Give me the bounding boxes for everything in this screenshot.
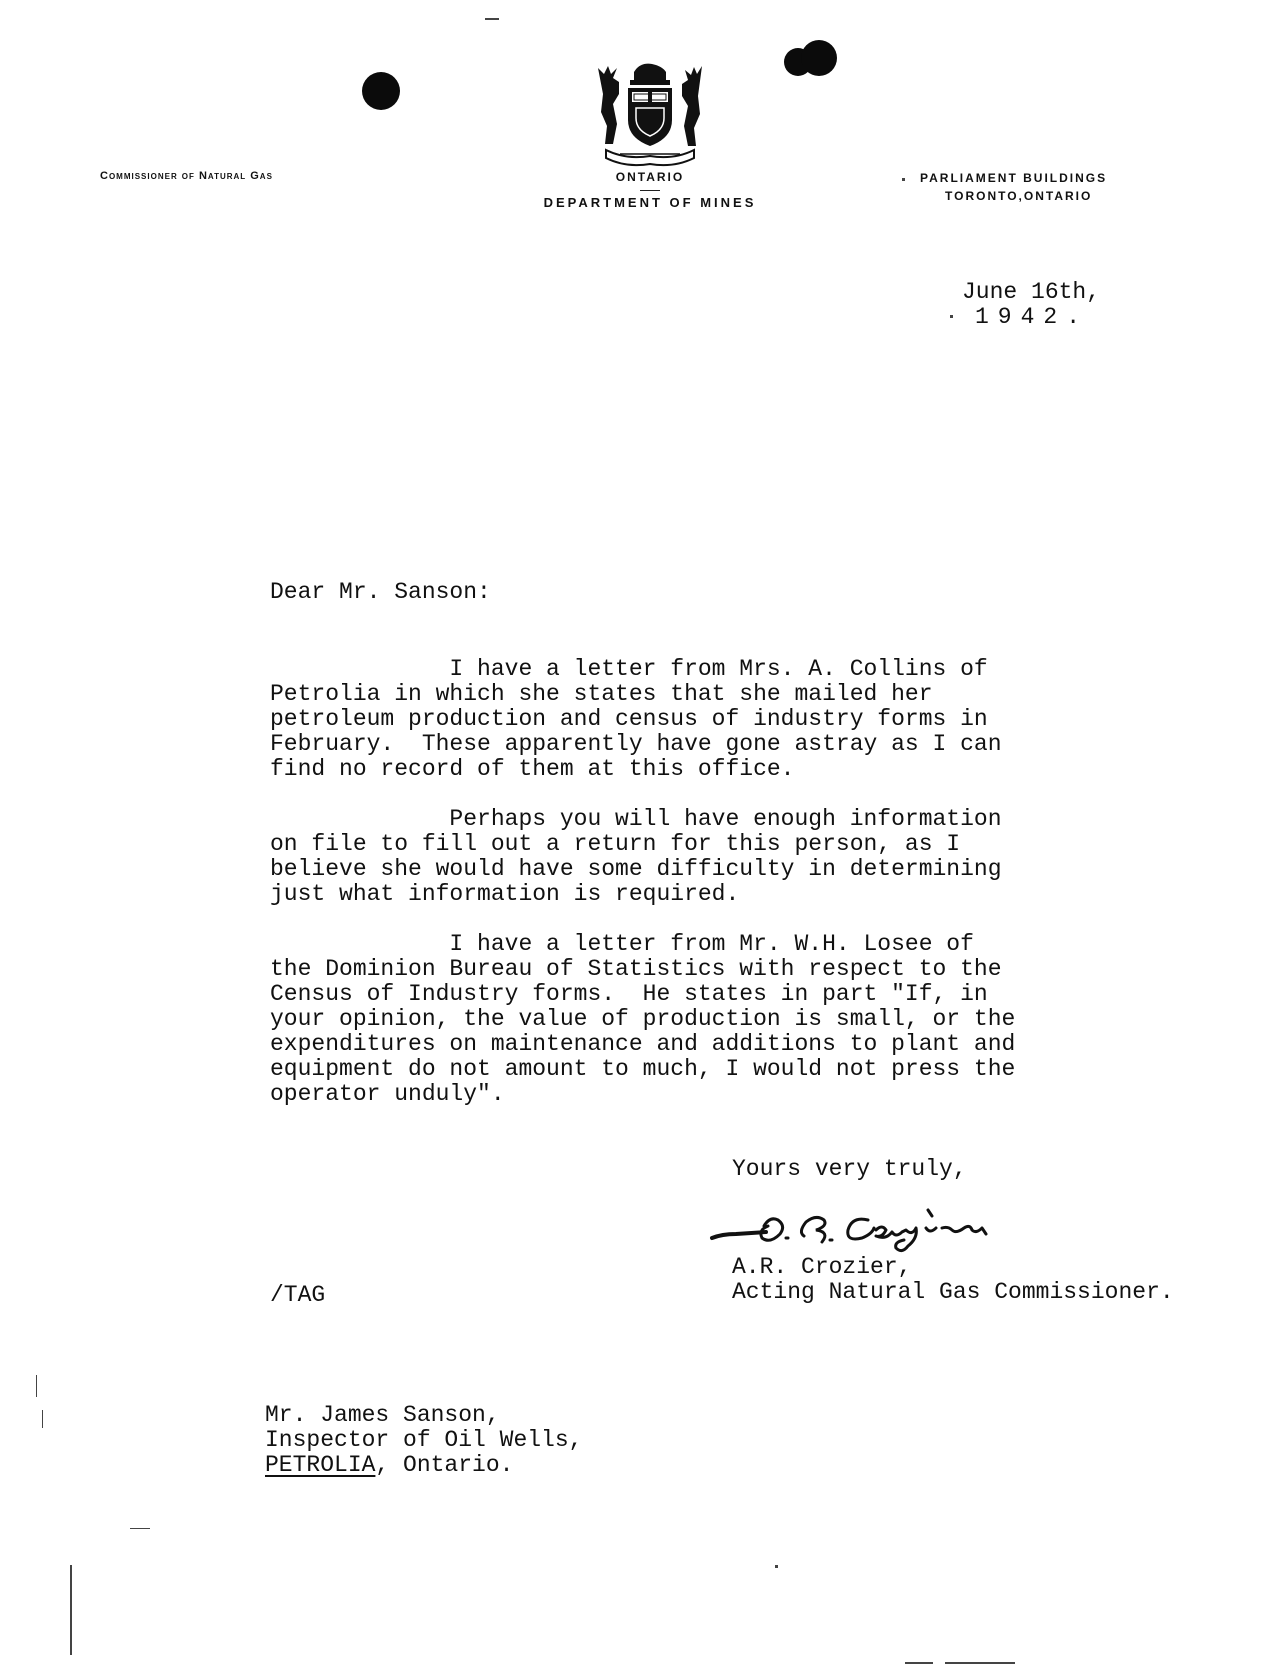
scan-mark	[42, 1410, 43, 1428]
body-line: February. These apparently have gone astray as I can	[270, 731, 1002, 757]
recipient-position: Inspector of Oil Wells,	[265, 1427, 583, 1453]
letterhead-department: DEPARTMENT OF MINES	[543, 195, 757, 210]
recipient-location	[265, 1453, 582, 1478]
letter-date-day: June 16th,	[962, 279, 1101, 305]
body-line: petroleum production and census of industry forms in	[270, 706, 988, 732]
letterhead-province: ONTARIO	[615, 170, 685, 184]
body-line: operator unduly".	[270, 1081, 505, 1107]
body-line: find no record of them at this office.	[270, 756, 795, 782]
signatory-name: A.R. Crozier,	[732, 1254, 912, 1280]
body-paragraph-1	[270, 657, 1002, 782]
punch-hole-right-b	[801, 40, 837, 76]
signatory-title: Acting Natural Gas Commissioner.	[732, 1279, 1174, 1305]
scan-mark	[130, 1528, 150, 1529]
recipient-city: PETROLIA	[265, 1452, 376, 1478]
body-line: Census of Industry forms. He states in part "If, in	[270, 981, 988, 1007]
body-line: expenditures on maintenance and additions to plant and	[270, 1031, 1016, 1057]
body-line: equipment do not amount to much, I would not press the	[270, 1056, 1016, 1082]
scan-mark	[70, 1565, 72, 1655]
recipient-name: Mr. James Sanson,	[265, 1402, 500, 1428]
body-line: the Dominion Bureau of Statistics with respect to the	[270, 956, 1002, 982]
letterhead-address-line2: TORONTO,ONTARIO	[945, 189, 1093, 203]
body-line: I have a letter from Mr. W.H. Losee of	[270, 931, 974, 957]
scan-mark	[485, 18, 499, 20]
scan-mark	[945, 1662, 1015, 1664]
recipient-address	[265, 1403, 582, 1478]
body-line: believe she would have some difficulty in determining	[270, 856, 1002, 882]
body-paragraph-2	[270, 807, 1002, 907]
typist-initials: /TAG	[270, 1282, 326, 1308]
scan-mark	[36, 1375, 37, 1397]
scan-mark	[902, 178, 905, 181]
recipient-province: , Ontario.	[375, 1452, 514, 1478]
salutation: Dear Mr. Sanson:	[270, 579, 491, 605]
letter-date-year: 1942.	[975, 304, 1090, 330]
body-line: just what information is required.	[270, 881, 740, 907]
letterhead-divider	[640, 190, 660, 191]
scan-mark	[905, 1662, 933, 1664]
ontario-crest-icon	[590, 58, 710, 170]
handwritten-signature-icon	[708, 1198, 1058, 1258]
body-line: Perhaps you will have enough information	[270, 806, 1002, 832]
scan-mark	[775, 1565, 778, 1568]
closing: Yours very truly,	[732, 1156, 967, 1182]
body-line: Petrolia in which she states that she mailed her	[270, 681, 933, 707]
body-line: on file to fill out a return for this person, as I	[270, 831, 961, 857]
body-line: I have a letter from Mrs. A. Collins of	[270, 656, 988, 682]
punch-hole-left	[362, 72, 400, 110]
body-paragraph-3	[270, 932, 1015, 1107]
letterhead-office: Commissioner of Natural Gas	[100, 170, 273, 182]
letterhead-address-line1: PARLIAMENT BUILDINGS	[920, 171, 1108, 185]
scan-mark	[950, 315, 953, 318]
body-line: your opinion, the value of production is small, or the	[270, 1006, 1016, 1032]
